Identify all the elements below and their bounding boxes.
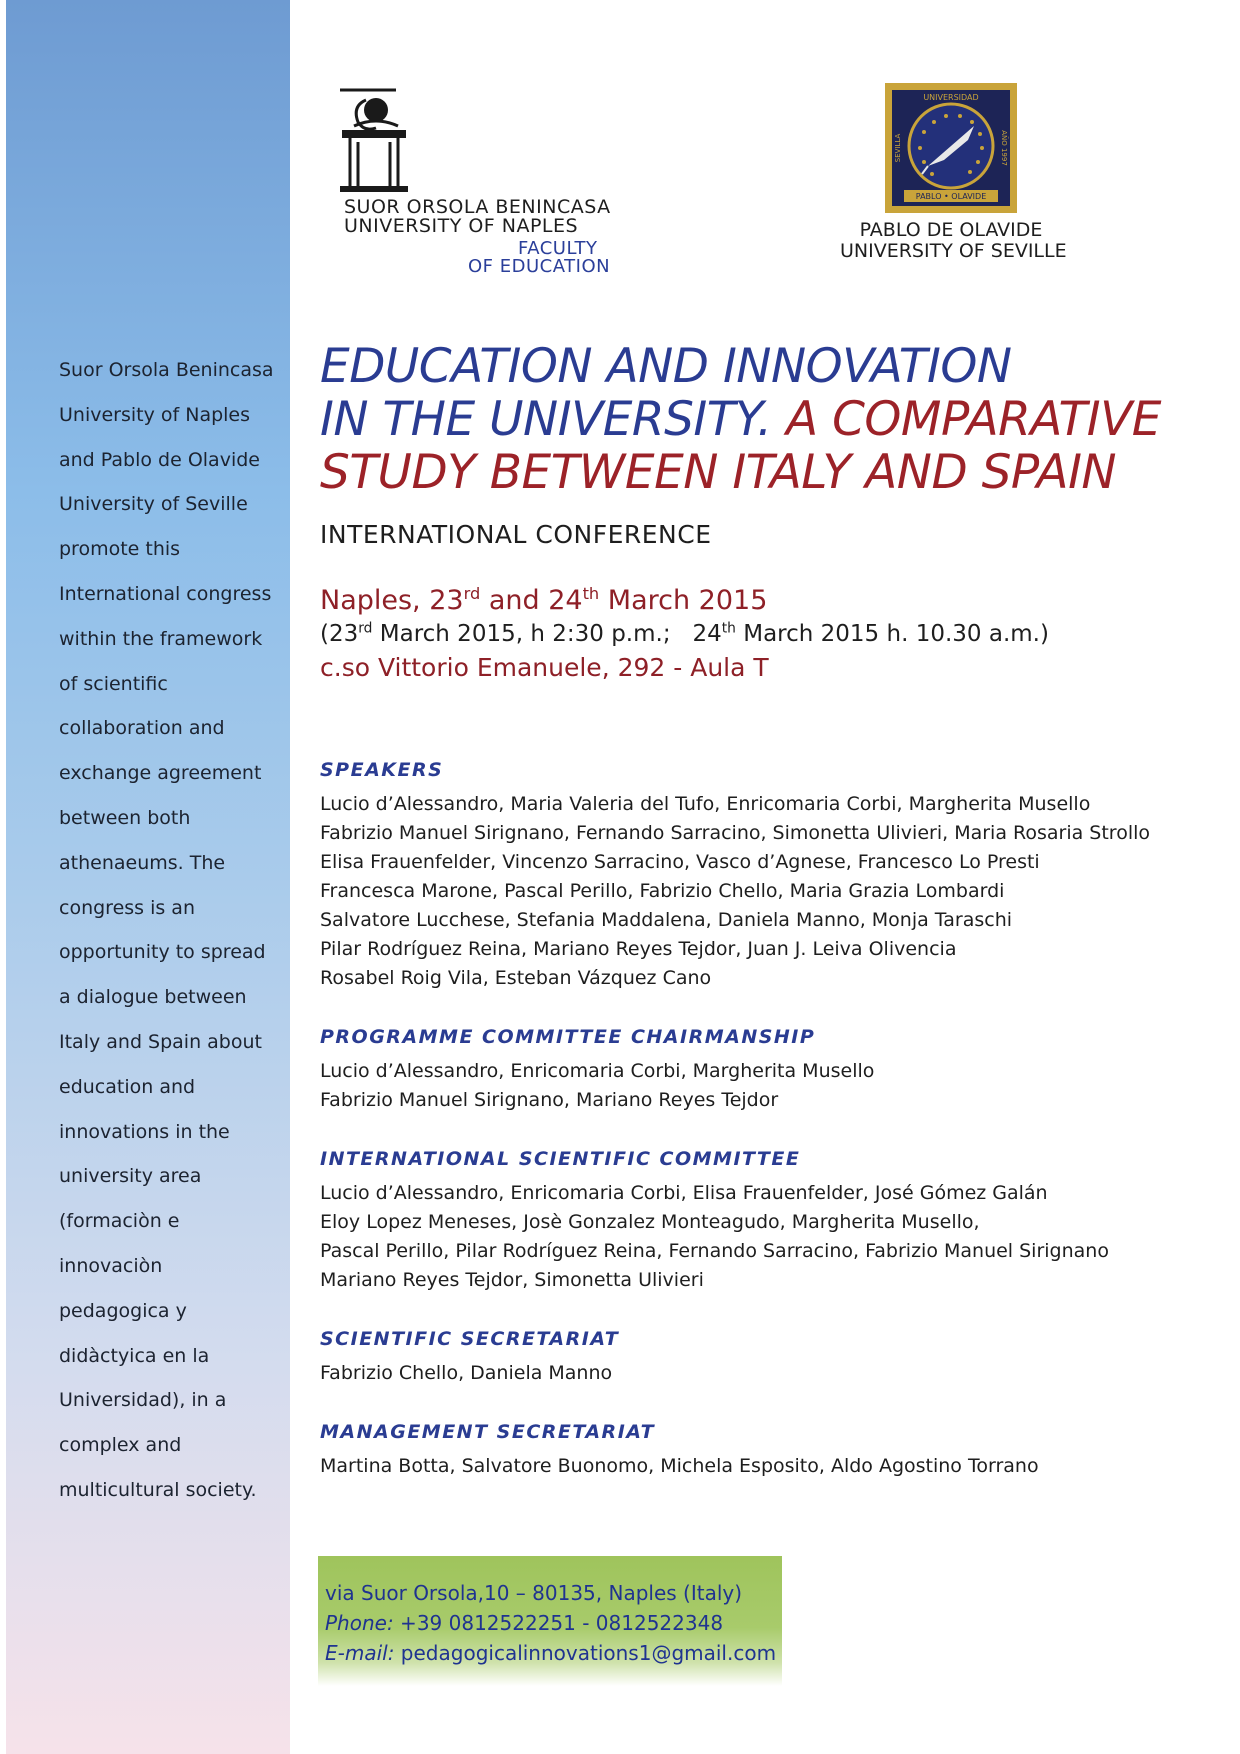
phone-number[interactable]: +39 0812522251 - 0812522348 (393, 1611, 724, 1635)
contact-box (318, 1556, 782, 1686)
sidebar-line: athenaeums. The (59, 851, 226, 874)
sidebar-line: Italy and Spain about (59, 1030, 262, 1053)
names-line: Salvatore Lucchese, Stefania Maddalena, Daniela Manno, Monja Taraschi (320, 909, 1013, 931)
faculty-label-1: FACULTY (518, 238, 598, 259)
names-line: Lucio d’Alessandro, Enricomaria Corbi, Margherita Musello (320, 1060, 875, 1082)
phone-label: Phone: (325, 1611, 394, 1635)
names-line: Fabrizio Chello, Daniela Manno (320, 1362, 613, 1384)
event-times: (23rd March 2015, h 2:30 p.m.; 24th March 2015 h. 10.30 a.m.) (320, 620, 1049, 647)
pablo-olavide-name: PABLO DE OLAVIDE (859, 219, 1043, 241)
section-title: INTERNATIONAL SCIENTIFIC COMMITTEE (320, 1148, 801, 1170)
sidebar-description (59, 348, 287, 1513)
names-line: Fabrizio Manuel Sirignano, Mariano Reyes Tejdor (320, 1089, 779, 1111)
sidebar-line: pedagogica y (59, 1299, 187, 1322)
sidebar-line: University of Seville (59, 493, 248, 516)
scientific-secretariat-section (320, 1327, 1220, 1388)
suor-orsola-city: UNIVERSITY OF NAPLES (344, 215, 579, 237)
faculty-label-2: OF EDUCATION (468, 256, 611, 277)
sidebar-line: a dialogue between (59, 986, 247, 1009)
names-line: Elisa Frauenfelder, Vincenzo Sarracino, Vasco d’Agnese, Francesco Lo Presti (320, 851, 1040, 873)
sidebar-line: and Pablo de Olavide (59, 448, 260, 471)
sidebar-line: didàctyica en la (59, 1344, 210, 1367)
conference-title (320, 340, 1220, 499)
pablo-olavide-logo (840, 80, 1080, 280)
names-line: Martina Botta, Salvatore Buonomo, Michela Esposito, Aldo Agostino Torrano (320, 1455, 1039, 1477)
email-link[interactable]: pedagogicalinnovations1@gmail.com (394, 1641, 777, 1665)
sidebar-line: (formaciòn e (59, 1210, 180, 1233)
sidebar-line: International congress (59, 582, 272, 605)
section-title: MANAGEMENT SECRETARIAT (320, 1421, 656, 1443)
contact-email (325, 1638, 782, 1668)
sidebar-line: within the framework (59, 627, 263, 650)
sidebar-line: University of Naples (59, 403, 251, 426)
email-label: E-mail: (325, 1641, 395, 1665)
sidebar-line: collaboration and (59, 717, 225, 740)
suor-orsola-logo (318, 80, 618, 280)
event-venue: c.so Vittorio Emanuele, 292 - Aula T (320, 653, 769, 682)
event-dates: Naples, 23rd and 24th March 2015 (320, 584, 768, 616)
management-secretariat-section (320, 1420, 1220, 1481)
event-details (320, 584, 1220, 686)
names-line: Lucio d’Alessandro, Enricomaria Corbi, Elisa Frauenfelder, José Gómez Galán (320, 1182, 1048, 1204)
programme-committee-section (320, 1025, 1220, 1115)
committee-sections (320, 758, 1220, 1481)
speakers-section (320, 758, 1220, 993)
title-line-1: EDUCATION AND INNOVATION (320, 339, 1012, 394)
sidebar-line: innovations in the (59, 1120, 230, 1143)
names-line: Pascal Perillo, Pilar Rodríguez Reina, Fernando Sarracino, Fabrizio Manuel Sirignano (320, 1240, 1109, 1262)
suor-orsola-emblem-icon (332, 82, 442, 194)
section-title: SCIENTIFIC SECRETARIAT (320, 1328, 620, 1350)
svg-text:PABLO • OLAVIDE: PABLO • OLAVIDE (915, 192, 987, 201)
sidebar-line: university area (59, 1165, 202, 1188)
names-line: Pilar Rodríguez Reina, Mariano Reyes Tejdor, Juan J. Leiva Olivencia (320, 938, 957, 960)
names-line: Rosabel Roig Vila, Esteban Vázquez Cano (320, 967, 712, 989)
names-line: Fabrizio Manuel Sirignano, Fernando Sarracino, Simonetta Ulivieri, Maria Rosaria Strollo (320, 822, 1150, 844)
names-line: Lucio d’Alessandro, Maria Valeria del Tufo, Enricomaria Corbi, Margherita Musello (320, 793, 1091, 815)
section-title: SPEAKERS (320, 759, 444, 781)
pablo-olavide-city: UNIVERSITY OF SEVILLE (840, 240, 1067, 262)
sidebar-line: congress is an (59, 896, 195, 919)
svg-text:AÑO 1997: AÑO 1997 (1000, 130, 1008, 166)
sidebar-line: exchange agreement (59, 762, 262, 785)
sidebar-line: Universidad), in a (59, 1389, 227, 1412)
title-line-3: STUDY BETWEEN ITALY AND SPAIN (320, 445, 1117, 500)
pablo-olavide-seal-icon (884, 82, 1018, 214)
sidebar-line: multicultural society. (59, 1478, 257, 1501)
sidebar-line: Suor Orsola Benincasa (59, 359, 274, 381)
sidebar-line: education and (59, 1075, 196, 1098)
sidebar-line: of scientific (59, 672, 168, 695)
title-line-2-blue: IN THE UNIVERSITY. (320, 392, 772, 447)
svg-text:UNIVERSIDAD: UNIVERSIDAD (923, 93, 979, 102)
contact-phone (325, 1608, 782, 1638)
scientific-committee-section (320, 1147, 1220, 1295)
sidebar-line: opportunity to spread (59, 941, 266, 964)
sidebar-panel (6, 0, 290, 1754)
svg-text:SEVILLA: SEVILLA (894, 133, 902, 163)
sidebar-line: innovaciòn (59, 1254, 163, 1277)
names-line: Francesca Marone, Pascal Perillo, Fabrizio Chello, Maria Grazia Lombardi (320, 880, 1005, 902)
names-line: Mariano Reyes Tejdor, Simonetta Ulivieri (320, 1269, 704, 1291)
names-line: Eloy Lopez Meneses, Josè Gonzalez Monteagudo, Margherita Musello, (320, 1211, 980, 1233)
sidebar-line: between both (59, 806, 191, 829)
sidebar-line: promote this (59, 538, 181, 561)
section-title: PROGRAMME COMMITTEE CHAIRMANSHIP (320, 1026, 816, 1048)
conference-type: INTERNATIONAL CONFERENCE (320, 520, 712, 549)
sidebar-line: complex and (59, 1434, 182, 1457)
suor-orsola-name: SUOR ORSOLA BENINCASA (344, 196, 611, 218)
title-line-2-red: A COMPARATIVE (771, 392, 1161, 447)
contact-address: via Suor Orsola,10 – 80135, Naples (Italy) (325, 1581, 743, 1605)
